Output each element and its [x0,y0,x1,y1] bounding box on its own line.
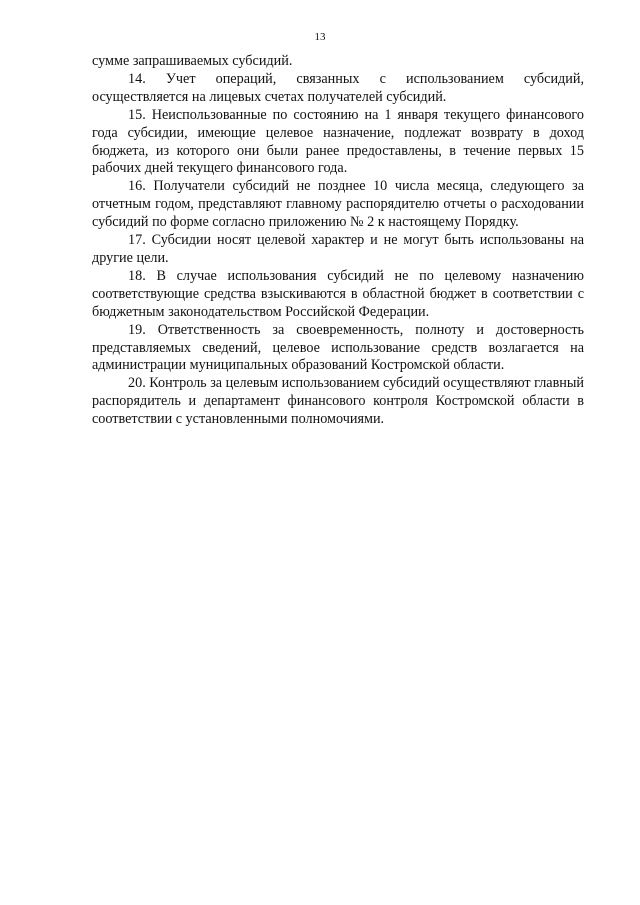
paragraph-20: 20. Контроль за целевым использованием субсидий осуществляют главный распорядитель и департамент финансового контроля Костромской области в соответствии с установленными полномочиями. [92,375,585,428]
paragraph-18: 18. В случае использования субсидий не по целевому назначению соответствующие средства взыскиваются в областной бюджет в соответствии с бюджетным законодательством Российской Федерации. [92,267,584,320]
paragraph-14: 14. Учет операций, связанных с использованием субсидий, осуществляется на лицевых счетах получателей субсидий. [92,70,584,105]
paragraph-16: 16. Получатели субсидий не позднее 10 числа месяца, следующего за отчетным годом, представляют главному распорядителю отчеты о расходовании субсидий по форме согласно приложению № 2 к настоящему Порядку. [92,178,584,231]
page-number: 13 [314,31,326,43]
paragraph-15: 15. Неиспользованные по состоянию на 1 января текущего финансового года субсидии, имеющие целевое назначение, подлежат возврату в доход бюджета, из которого они были ранее предоставлены, в течение первых 15 рабочих дней текущего финансового года. [92,106,584,177]
paragraph-17: 17. Субсидии носят целевой характер и не могут быть использованы на другие цели. [92,232,584,266]
paragraph-continuation: сумме запрашиваемых субсидий. [92,53,293,69]
paragraph-19: 19. Ответственность за своевременность, полноту и достоверность представляемых сведений, целевое использование средств возлагается на администрации муниципальных образований Костромской области. [92,321,584,374]
document-body [92,53,584,429]
